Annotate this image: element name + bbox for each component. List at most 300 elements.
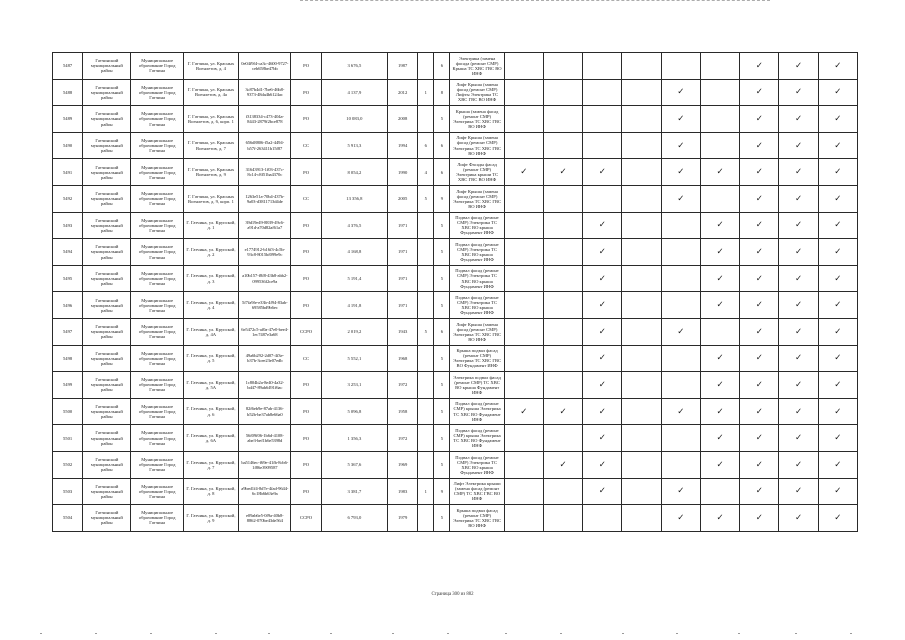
work-mark-cell xyxy=(504,372,543,399)
check-mark-icon: ✓ xyxy=(794,326,803,337)
works-list-cell: Крыша подвал фасад (ремонт СМР) Электрика ТС ХВС ГВС ВО ИНФ xyxy=(450,505,504,532)
entrances-cell: 5 xyxy=(434,451,450,478)
work-mark-cell xyxy=(543,425,582,452)
check-mark-icon: ✓ xyxy=(716,459,724,470)
work-mark-cell xyxy=(504,79,543,106)
work-mark-cell xyxy=(504,185,543,212)
address-cell: Г. Гатчина, ул. Крупской, д. 5А xyxy=(183,372,238,399)
check-mark-icon: ✓ xyxy=(598,433,606,444)
check-mark-icon: ✓ xyxy=(559,459,567,470)
table-row xyxy=(53,292,858,319)
floors-cell xyxy=(418,212,434,239)
works-list-cell: Электрика (замена фасада (ремонт СМР) Крыша ТС ХВС ГВС ВО ИНФ xyxy=(450,53,504,80)
work-mark-cell xyxy=(583,106,622,133)
work-mark-cell xyxy=(543,318,582,345)
check-mark-icon: ✓ xyxy=(834,459,842,470)
check-mark-icon: ✓ xyxy=(834,273,842,284)
work-mark-cell xyxy=(622,505,661,532)
settlement-cell: Муниципальное образование Город Гатчина xyxy=(131,212,183,239)
district-cell: Гатчинский муниципальный район xyxy=(83,239,131,266)
guid-cell: 39d19e49-8839-49c6-a91d-a70d82af61a7 xyxy=(239,212,291,239)
fund-type-cell: РО xyxy=(291,239,321,266)
floors-cell xyxy=(418,425,434,452)
check-mark-icon: ✓ xyxy=(755,512,763,523)
work-mark-cell xyxy=(740,106,779,133)
check-mark-icon: ✓ xyxy=(755,167,763,178)
guid-cell: 6e5472c5-af0a-47e0-bee4-1ec7487e3a68 xyxy=(239,318,291,345)
settlement-cell: Муниципальное образование Город Гатчина xyxy=(131,292,183,319)
check-mark-icon: ✓ xyxy=(716,406,724,417)
check-mark-icon: ✓ xyxy=(834,87,842,98)
scan-dot xyxy=(622,633,624,634)
work-mark-cell xyxy=(740,505,779,532)
work-mark-cell xyxy=(818,505,857,532)
entrances-cell: 5 xyxy=(434,265,450,292)
fund-type-cell: РО xyxy=(291,425,321,452)
entrances-cell: 6 xyxy=(434,159,450,186)
year-cell: 1994 xyxy=(388,132,418,159)
work-mark-cell xyxy=(622,451,661,478)
work-mark-cell xyxy=(818,318,857,345)
check-mark-icon: ✓ xyxy=(834,193,842,204)
area-cell: 5 096,8 xyxy=(321,398,387,425)
work-mark-cell xyxy=(504,265,543,292)
settlement-cell: Муниципальное образование Город Гатчина xyxy=(131,318,183,345)
work-mark-cell xyxy=(818,159,857,186)
guid-cell: e1774912-b16f3-4c5b-93c8-8015bf099e9c xyxy=(239,239,291,266)
work-mark-cell xyxy=(779,53,818,80)
floors-cell xyxy=(418,451,434,478)
work-mark-cell xyxy=(583,159,622,186)
work-mark-cell xyxy=(583,398,622,425)
check-mark-icon: ✓ xyxy=(834,379,842,390)
check-mark-icon: ✓ xyxy=(598,300,606,311)
work-mark-cell xyxy=(583,53,622,80)
work-mark-cell xyxy=(504,53,543,80)
work-mark-cell xyxy=(543,239,582,266)
works-list-cell: Лифт Электрика крыши (замена фасад (ремонт СМР) ТС ХВС ГВС ВО ИНФ xyxy=(450,478,504,505)
check-mark-icon: ✓ xyxy=(755,326,763,337)
floors-cell xyxy=(418,398,434,425)
fund-type-cell: РО xyxy=(291,79,321,106)
housing-register-table xyxy=(52,52,858,532)
floors-cell xyxy=(418,372,434,399)
year-cell: 2012 xyxy=(388,79,418,106)
check-mark-icon: ✓ xyxy=(794,140,803,151)
row-number-cell: 5492 xyxy=(53,185,83,212)
check-mark-icon: ✓ xyxy=(559,167,567,178)
table-row xyxy=(53,212,858,239)
work-mark-cell xyxy=(740,53,779,80)
guid-cell: f3138334-c473-404a-8443-2879f2bce878 xyxy=(239,106,291,133)
check-mark-icon: ✓ xyxy=(598,486,606,497)
work-mark-cell xyxy=(740,451,779,478)
settlement-cell: Муниципальное образование Город Гатчина xyxy=(131,265,183,292)
settlement-cell: Муниципальное образование Город Гатчина xyxy=(131,425,183,452)
district-cell: Гатчинский муниципальный район xyxy=(83,79,131,106)
work-mark-cell xyxy=(740,212,779,239)
scan-dot xyxy=(40,633,42,634)
settlement-cell: Муниципальное образование Город Гатчина xyxy=(131,345,183,372)
area-cell: 3 381,7 xyxy=(321,478,387,505)
check-mark-icon: ✓ xyxy=(559,406,567,417)
work-mark-cell xyxy=(740,79,779,106)
guid-cell: 49a6b292-2d07-4f3e-b37b-3cee23e07edb xyxy=(239,345,291,372)
table-row xyxy=(53,53,858,80)
check-mark-icon: ✓ xyxy=(834,140,842,151)
work-mark-cell xyxy=(779,505,818,532)
check-mark-icon: ✓ xyxy=(755,379,763,390)
floors-cell: 6 xyxy=(418,132,434,159)
check-mark-icon: ✓ xyxy=(755,193,763,204)
entrances-cell: 6 xyxy=(434,132,450,159)
work-mark-cell xyxy=(740,132,779,159)
works-list-cell: Лифт Крыша (замена фасад (ремонт СМР) Лифты Электрика ТС ХВС ГВС ВО ИНФ xyxy=(450,79,504,106)
area-cell: 5 552,1 xyxy=(321,345,387,372)
work-mark-cell xyxy=(661,345,700,372)
guid-cell: 31643913-1f03-437c-8c14-c8f51ba4370c xyxy=(239,159,291,186)
work-mark-cell xyxy=(622,185,661,212)
guid-cell: 0e04f9f4-ca3c-4600-9727-ceb658be47bb xyxy=(239,53,291,80)
check-mark-icon: ✓ xyxy=(677,167,685,178)
scan-dot xyxy=(560,633,562,634)
scan-dot xyxy=(795,633,797,634)
year-cell: 1979 xyxy=(388,505,418,532)
work-mark-cell xyxy=(818,53,857,80)
settlement-cell: Муниципальное образование Город Гатчина xyxy=(131,53,183,80)
check-mark-icon: ✓ xyxy=(598,273,606,284)
address-cell: Г. Гатчина, ул. Крупской, д. 6А xyxy=(183,425,238,452)
works-list-cell: Подвал фасад (ремонт СМР) Электрика ТС ХВС ВО крыша Фундамент ИНФ xyxy=(450,212,504,239)
check-mark-icon: ✓ xyxy=(755,220,763,231)
work-mark-cell xyxy=(543,159,582,186)
work-mark-cell xyxy=(779,185,818,212)
fund-type-cell: РО xyxy=(291,265,321,292)
work-mark-cell xyxy=(700,505,739,532)
check-mark-icon: ✓ xyxy=(677,326,685,337)
address-cell: Г. Гатчина, ул. Крупской, д. 2 xyxy=(183,239,238,266)
scan-dot xyxy=(447,633,449,634)
check-mark-icon: ✓ xyxy=(716,353,724,364)
work-mark-cell xyxy=(622,292,661,319)
check-mark-icon: ✓ xyxy=(794,406,803,417)
guid-cell: 1c804b2a-8e40-4a32-bd47-89ab6491f6ac xyxy=(239,372,291,399)
work-mark-cell xyxy=(779,239,818,266)
scan-edge-dots xyxy=(0,633,905,637)
check-mark-icon: ✓ xyxy=(834,353,842,364)
area-cell: 3 676,5 xyxy=(321,53,387,80)
table-row xyxy=(53,132,858,159)
district-cell: Гатчинский муниципальный район xyxy=(83,345,131,372)
year-cell: 1971 xyxy=(388,292,418,319)
check-mark-icon: ✓ xyxy=(794,512,803,523)
work-mark-cell xyxy=(661,478,700,505)
work-mark-cell xyxy=(700,106,739,133)
row-number-cell: 5498 xyxy=(53,345,83,372)
work-mark-cell xyxy=(504,425,543,452)
check-mark-icon: ✓ xyxy=(755,433,763,444)
work-mark-cell xyxy=(583,478,622,505)
fund-type-cell: РО xyxy=(291,53,321,80)
work-mark-cell xyxy=(779,398,818,425)
work-mark-cell xyxy=(543,345,582,372)
check-mark-icon: ✓ xyxy=(598,326,606,337)
work-mark-cell xyxy=(583,505,622,532)
fund-type-cell: РО xyxy=(291,159,321,186)
work-mark-cell xyxy=(583,292,622,319)
work-mark-cell xyxy=(818,345,857,372)
work-mark-cell xyxy=(622,398,661,425)
scan-dot xyxy=(268,633,270,634)
work-mark-cell xyxy=(661,239,700,266)
works-list-cell: Крыша (замена фасад (ремонт СМР) Электрика ТС ХВС ГВС ВО ИНФ xyxy=(450,106,504,133)
district-cell: Гатчинский муниципальный район xyxy=(83,372,131,399)
fund-type-cell: ССРО xyxy=(291,318,321,345)
table-row xyxy=(53,159,858,186)
check-mark-icon: ✓ xyxy=(834,220,842,231)
work-mark-cell xyxy=(583,212,622,239)
check-mark-icon: ✓ xyxy=(794,353,803,364)
work-mark-cell xyxy=(543,79,582,106)
check-mark-icon: ✓ xyxy=(755,113,763,124)
work-mark-cell xyxy=(543,132,582,159)
work-mark-cell xyxy=(818,239,857,266)
work-mark-cell xyxy=(779,132,818,159)
table-row xyxy=(53,106,858,133)
check-mark-icon: ✓ xyxy=(794,486,803,497)
work-mark-cell xyxy=(583,79,622,106)
works-list-cell: Лифт Крыша (замена фасад (ремонт СМР) Электрика ТС ХВС ГВС ВО ИНФ xyxy=(450,132,504,159)
check-mark-icon: ✓ xyxy=(834,512,842,523)
scan-dot xyxy=(95,633,97,634)
fund-type-cell: РО xyxy=(291,372,321,399)
scan-dot xyxy=(850,633,852,634)
check-mark-icon: ✓ xyxy=(716,379,724,390)
check-mark-icon: ✓ xyxy=(520,167,528,178)
work-mark-cell xyxy=(818,132,857,159)
area-cell: 10 083,0 xyxy=(321,106,387,133)
area-cell: 13 356,8 xyxy=(321,185,387,212)
address-cell: Г. Гатчина, ул. Крупской, д. 8 xyxy=(183,478,238,505)
table-row xyxy=(53,345,858,372)
row-number-cell: 5490 xyxy=(53,132,83,159)
address-cell: Г. Гатчина, ул. Крупской, д. 5 xyxy=(183,345,238,372)
work-mark-cell xyxy=(504,505,543,532)
area-cell: 3 253,1 xyxy=(321,372,387,399)
works-list-cell: Лифт Фасады фасад (ремонт СМР) Электрика крыши ТС ХВС ГВС ВО ИНФ xyxy=(450,159,504,186)
page-footer: Страница 300 из 882 xyxy=(431,592,474,597)
work-mark-cell xyxy=(583,372,622,399)
works-list-cell: Подвал фасад (ремонт СМР) крыша Электрика ТС ХВС ВО Фундамент ИНФ xyxy=(450,398,504,425)
work-mark-cell xyxy=(740,425,779,452)
works-list-cell: Лифт Крыша (замена фасад (ремонт СМР) Электрика ТС ХВС ГВС ВО ИНФ xyxy=(450,318,504,345)
table-body xyxy=(53,53,858,532)
fund-type-cell: ССРО xyxy=(291,505,321,532)
check-mark-icon: ✓ xyxy=(598,459,606,470)
check-mark-icon: ✓ xyxy=(755,353,763,364)
floors-cell xyxy=(418,505,434,532)
check-mark-icon: ✓ xyxy=(794,87,803,98)
check-mark-icon: ✓ xyxy=(716,300,724,311)
works-list-cell: Лифт Крыша (замена фасад (ремонт СМР) Электрика ТС ХВС ГВС ВО ИНФ xyxy=(450,185,504,212)
check-mark-icon: ✓ xyxy=(794,246,803,257)
row-number-cell: 5497 xyxy=(53,318,83,345)
work-mark-cell xyxy=(622,159,661,186)
work-mark-cell xyxy=(622,53,661,80)
year-cell: 1958 xyxy=(388,398,418,425)
work-mark-cell xyxy=(740,372,779,399)
guid-cell: 5f7fa9fe-e33b-4f94-83ab-69585bd9b6ec xyxy=(239,292,291,319)
work-mark-cell xyxy=(661,372,700,399)
fund-type-cell: РО xyxy=(291,292,321,319)
floors-cell: 5 xyxy=(418,318,434,345)
check-mark-icon: ✓ xyxy=(794,167,803,178)
district-cell: Гатчинский муниципальный район xyxy=(83,425,131,452)
work-mark-cell xyxy=(700,425,739,452)
row-number-cell: 5489 xyxy=(53,106,83,133)
table-row xyxy=(53,318,858,345)
work-mark-cell xyxy=(661,292,700,319)
work-mark-cell xyxy=(543,106,582,133)
work-mark-cell xyxy=(504,106,543,133)
work-mark-cell xyxy=(622,425,661,452)
settlement-cell: Муниципальное образование Город Гатчина xyxy=(131,79,183,106)
work-mark-cell xyxy=(779,451,818,478)
check-mark-icon: ✓ xyxy=(834,433,842,444)
check-mark-icon: ✓ xyxy=(794,273,803,284)
entrances-cell: 5 xyxy=(434,292,450,319)
settlement-cell: Муниципальное образование Город Гатчина xyxy=(131,159,183,186)
district-cell: Гатчинский муниципальный район xyxy=(83,451,131,478)
area-cell: 4 376,5 xyxy=(321,212,387,239)
guid-cell: 1263e51a-70b4-437b-9a03-d3811713d4de xyxy=(239,185,291,212)
table-row xyxy=(53,425,858,452)
floors-cell xyxy=(418,53,434,80)
work-mark-cell xyxy=(543,265,582,292)
table-row xyxy=(53,239,858,266)
work-mark-cell xyxy=(779,318,818,345)
work-mark-cell xyxy=(504,212,543,239)
row-number-cell: 5496 xyxy=(53,292,83,319)
table-row xyxy=(53,185,858,212)
work-mark-cell xyxy=(504,345,543,372)
table-row xyxy=(53,451,858,478)
work-mark-cell xyxy=(740,239,779,266)
work-mark-cell xyxy=(700,79,739,106)
entrances-cell: 5 xyxy=(434,345,450,372)
check-mark-icon: ✓ xyxy=(598,379,606,390)
check-mark-icon: ✓ xyxy=(794,459,803,470)
settlement-cell: Муниципальное образование Город Гатчина xyxy=(131,372,183,399)
work-mark-cell xyxy=(700,212,739,239)
check-mark-icon: ✓ xyxy=(716,512,724,523)
work-mark-cell xyxy=(779,478,818,505)
check-mark-icon: ✓ xyxy=(677,193,685,204)
work-mark-cell xyxy=(504,292,543,319)
check-mark-icon: ✓ xyxy=(755,246,763,257)
address-cell: Г. Гатчина, ул. Красных Военлетов, д. 7 xyxy=(183,132,238,159)
guid-cell: a10b157-f8f8-43b8-abb2-099536f2ce9a xyxy=(239,265,291,292)
work-mark-cell xyxy=(661,132,700,159)
work-mark-cell xyxy=(583,132,622,159)
floors-cell: 4 xyxy=(418,159,434,186)
work-mark-cell xyxy=(700,478,739,505)
check-mark-icon: ✓ xyxy=(677,140,685,151)
year-cell: 1969 xyxy=(388,451,418,478)
work-mark-cell xyxy=(818,265,857,292)
work-mark-cell xyxy=(779,425,818,452)
scan-dot xyxy=(330,633,332,634)
check-mark-icon: ✓ xyxy=(834,246,842,257)
guid-cell: 56f09f06-1b6d-4108-abe3-bef1b6e5398d xyxy=(239,425,291,452)
work-mark-cell xyxy=(818,79,857,106)
check-mark-icon: ✓ xyxy=(834,326,842,337)
work-mark-cell xyxy=(779,265,818,292)
check-mark-icon: ✓ xyxy=(794,433,803,444)
work-mark-cell xyxy=(661,265,700,292)
address-cell: Г. Гатчина, ул. Крупской, д. 6 xyxy=(183,398,238,425)
year-cell: 1971 xyxy=(388,265,418,292)
fund-type-cell: РО xyxy=(291,451,321,478)
work-mark-cell xyxy=(740,478,779,505)
address-cell: Г. Гатчина, ул. Красных Военлетов, д. 9, корп. 1 xyxy=(183,185,238,212)
work-mark-cell xyxy=(779,372,818,399)
address-cell: Г. Гатчина, ул. Красных Военлетов, д. 9 xyxy=(183,159,238,186)
year-cell: 1990 xyxy=(388,159,418,186)
row-number-cell: 5494 xyxy=(53,239,83,266)
row-number-cell: 5504 xyxy=(53,505,83,532)
work-mark-cell xyxy=(661,398,700,425)
work-mark-cell xyxy=(818,292,857,319)
check-mark-icon: ✓ xyxy=(755,87,763,98)
work-mark-cell xyxy=(622,239,661,266)
row-number-cell: 5487 xyxy=(53,53,83,80)
district-cell: Гатчинский муниципальный район xyxy=(83,106,131,133)
table-row xyxy=(53,79,858,106)
floors-cell xyxy=(418,292,434,319)
row-number-cell: 5488 xyxy=(53,79,83,106)
settlement-cell: Муниципальное образование Город Гатчина xyxy=(131,451,183,478)
work-mark-cell xyxy=(700,318,739,345)
scan-dot xyxy=(150,633,152,634)
work-mark-cell xyxy=(504,398,543,425)
page-top-edge xyxy=(300,0,770,1)
work-mark-cell xyxy=(661,53,700,80)
works-list-cell: Подвал фасад (ремонт СМР) Электрика ТС ХВС ВО крыша Фундамент ИНФ xyxy=(450,451,504,478)
year-cell: 1972 xyxy=(388,425,418,452)
floors-cell: 5 xyxy=(418,185,434,212)
check-mark-icon: ✓ xyxy=(755,459,763,470)
work-mark-cell xyxy=(740,318,779,345)
district-cell: Гатчинский муниципальный район xyxy=(83,478,131,505)
work-mark-cell xyxy=(779,159,818,186)
row-number-cell: 5501 xyxy=(53,425,83,452)
work-mark-cell xyxy=(661,318,700,345)
work-mark-cell xyxy=(661,425,700,452)
table-row xyxy=(53,398,858,425)
work-mark-cell xyxy=(504,451,543,478)
guid-cell: a9bed1f4-8d7e-4fad-9644-6c18b6b63e9a xyxy=(239,478,291,505)
work-mark-cell xyxy=(818,372,857,399)
floors-cell: 1 xyxy=(418,478,434,505)
settlement-cell: Муниципальное образование Город Гатчина xyxy=(131,185,183,212)
work-mark-cell xyxy=(543,372,582,399)
entrances-cell: 8 xyxy=(434,79,450,106)
entrances-cell: 9 xyxy=(434,478,450,505)
row-number-cell: 5503 xyxy=(53,478,83,505)
work-mark-cell xyxy=(700,451,739,478)
work-mark-cell xyxy=(661,505,700,532)
